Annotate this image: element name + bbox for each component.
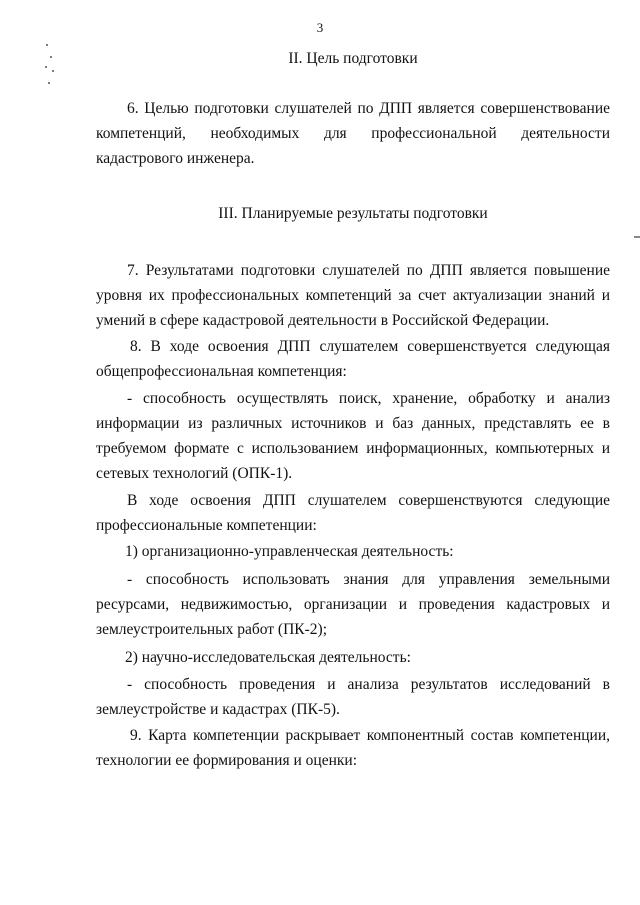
paragraph-8: 8. В ходе освоения ДПП слушателем совершенствуется следующая общепрофессиональная компетенция: <box>96 338 610 380</box>
competence-pk-2: - способность использовать знания для управления земельными ресурсами, недвижимостью, организации и проведения кадастровых и землеустроительных работ (ПК-2); <box>96 571 610 638</box>
page-number: 3 <box>316 20 324 35</box>
pk-intro-paragraph: В ходе освоения ДПП слушателем совершенствуются следующие профессиональные компетенции: <box>96 492 610 534</box>
competence-opk-1: - способность осуществлять поиск, хранение, обработку и анализ информации из различных источников и баз данных, представлять ее в требуемом формате с использованием информационных, компьютерных и сетевых технологий (ОПК-1). <box>96 390 610 482</box>
activity-item-2: 2) научно-исследовательская деятельность: <box>125 649 411 666</box>
section-2-heading: II. Цель подготовки <box>288 50 418 67</box>
activity-item-1: 1) организационно-управленческая деятельность: <box>125 543 454 560</box>
paragraph-6: 6. Целью подготовки слушателей по ДПП является совершенствование компетенций, необходимых для профессиональной деятельности кадастрового инженера. <box>96 100 610 167</box>
competence-pk-5: - способность проведения и анализа результатов исследований в землеустройстве и кадастрах (ПК-5). <box>96 676 610 718</box>
scan-specks <box>42 40 56 90</box>
paragraph-9: 9. Карта компетенции раскрывает компонентный состав компетенции, технологии ее формирования и оценки: <box>96 727 610 769</box>
paragraph-7: 7. Результатами подготовки слушателей по ДПП является повышение уровня их профессиональных компетенций за счет актуализации знаний и умений в сфере кадастровой деятельности в Российской Федерации. <box>96 262 610 329</box>
section-3-heading: III. Планируемые результаты подготовки <box>218 205 488 222</box>
scan-edge-mark <box>634 236 640 238</box>
